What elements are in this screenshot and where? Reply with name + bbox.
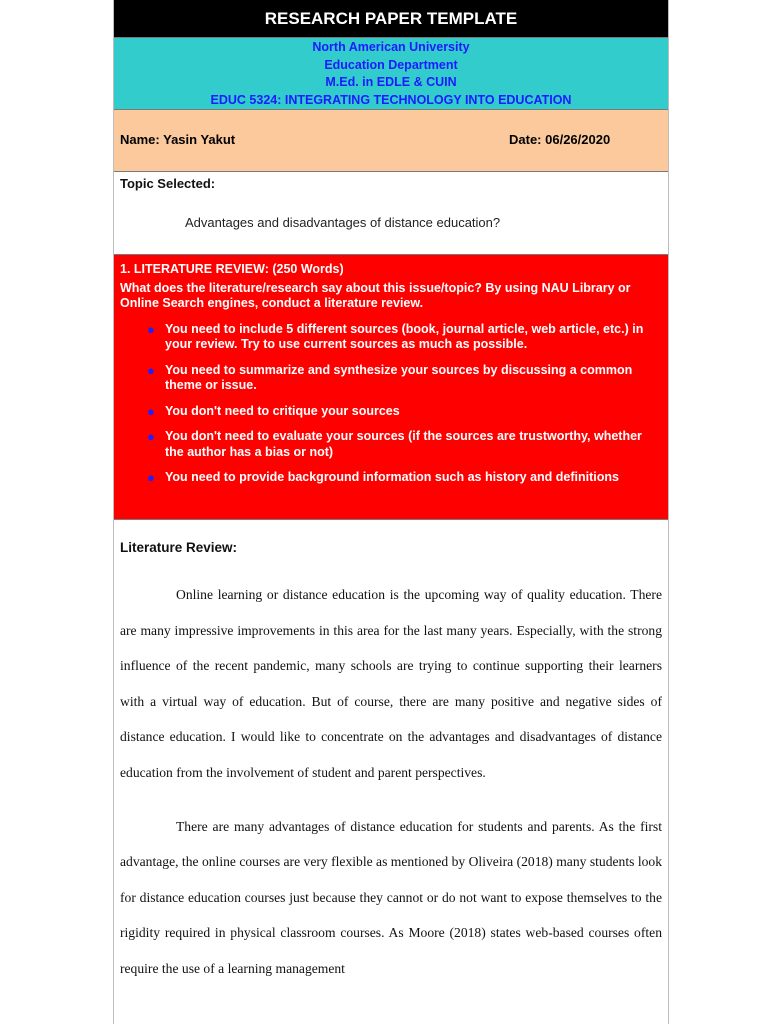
- literature-review-body: [114, 540, 668, 987]
- literature-review-instructions: [114, 255, 668, 520]
- submission-date: Date: 06/26/2020: [509, 132, 611, 147]
- university-name: North American University: [312, 40, 470, 54]
- topic-label: Topic Selected:: [120, 176, 216, 191]
- list-item: [147, 362, 654, 394]
- topic-value: Advantages and disadvantages of distance education?: [185, 215, 501, 230]
- literature-review-heading: 1. LITERATURE REVIEW: (250 Words): [120, 262, 344, 276]
- bullet-icon: ●: [147, 403, 155, 419]
- document-page: [113, 0, 669, 1024]
- course-name: EDUC 5324: INTEGRATING TECHNOLOGY INTO EDUCATION: [210, 92, 572, 107]
- bullet-icon: ●: [147, 321, 155, 337]
- instruction-list: [120, 322, 662, 486]
- list-item-text: You need to summarize and synthesize your sources by discussing a common theme or issue.: [165, 362, 633, 392]
- program-name: M.Ed. in EDLE & CUIN: [325, 75, 457, 89]
- literature-review-title: Literature Review:: [120, 540, 238, 555]
- template-title: RESEARCH PAPER TEMPLATE: [264, 8, 518, 28]
- list-item: [147, 321, 654, 353]
- list-item-text: You need to provide background information such as history and definitions: [165, 470, 619, 484]
- list-item: [147, 429, 654, 460]
- bullet-icon: ●: [147, 470, 155, 485]
- student-info-row: [114, 110, 668, 172]
- list-item-text: You need to include 5 different sources (book, journal article, web article, etc.) in your review. Try to use current sources as much as possible.: [165, 321, 644, 351]
- list-item: [147, 403, 654, 420]
- review-paragraph: There are many advantages of distance education for students and parents. As the first advantage, the online courses are very flexible as mentioned by Oliveira (2018) many students look for distance education courses just because they cannot or do not want to expose themselves to the rigidity required in physical classroom courses. As Moore (2018) states web-based courses often require the use of a learning management: [120, 818, 662, 976]
- list-item: [147, 470, 654, 486]
- university-info: [114, 38, 668, 110]
- literature-review-question: What does the literature/research say about this issue/topic? By using NAU Library or Online Search engines, conduct a literature review.: [120, 280, 631, 310]
- student-name: Name: Yasin Yakut: [120, 132, 236, 147]
- bullet-icon: ●: [147, 429, 155, 444]
- review-paragraph: Online learning or distance education is the upcoming way of quality education. There are many impressive improvements in this area for the last many years. Especially, with the strong influence of the recent pandemic, many schools are trying to continue supporting their learners with a virtual way of education. But of course, there are many positive and negative sides of distance education. I would like to concentrate on the advantages and disadvantages of distance education from the involvement of student and parent perspectives.: [120, 587, 662, 780]
- list-item-text: You don't need to evaluate your sources (if the sources are trustworthy, whether the author has a bias or not): [165, 429, 642, 459]
- topic-section: [114, 172, 668, 255]
- list-item-text: You don't need to critique your sources: [165, 403, 400, 418]
- bullet-icon: ●: [147, 362, 155, 378]
- template-title-bar: [114, 0, 668, 38]
- department-name: Education Department: [324, 57, 458, 72]
